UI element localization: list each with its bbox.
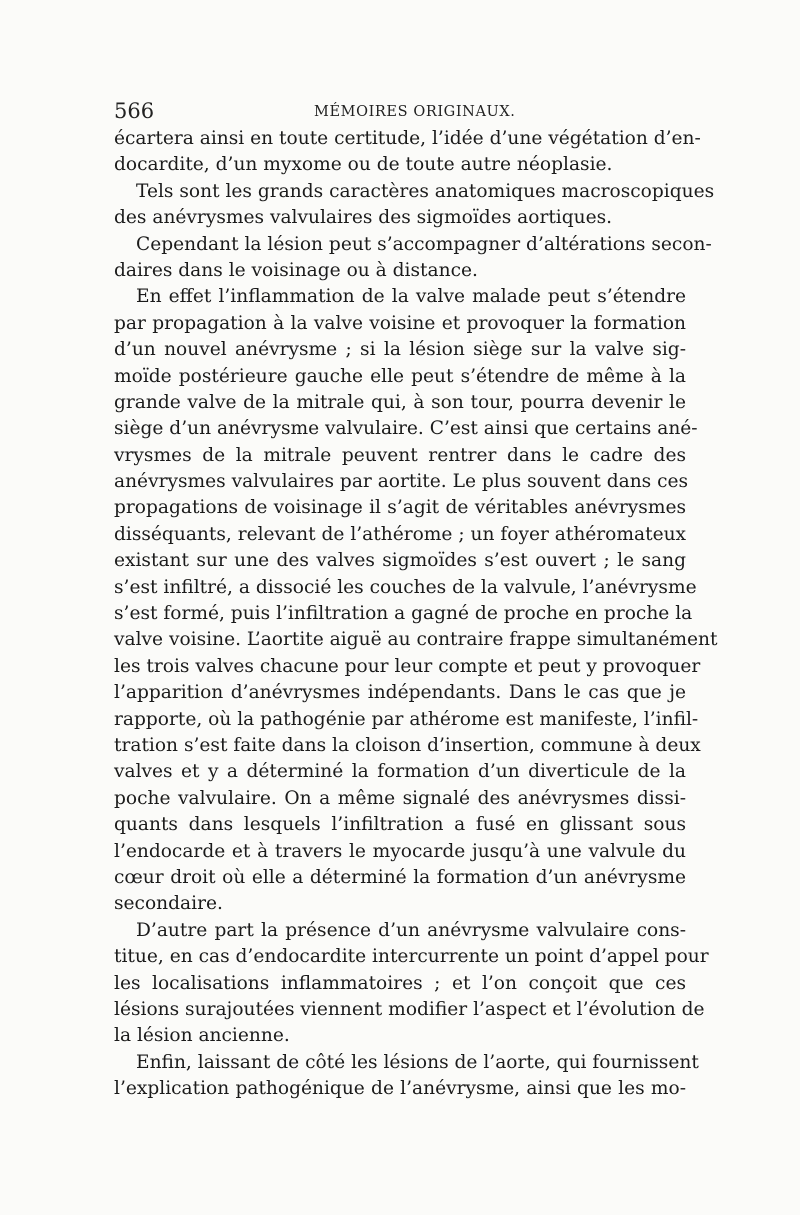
text-line: D’autre part la présence d’un anévrysme valvulaire cons- — [136, 919, 686, 941]
text-line: secondaire. — [114, 893, 223, 915]
text-line: existant sur une des valves sigmoïdes s’est ouvert ; le sang — [114, 550, 686, 572]
text-line: l’endocarde et à travers le myocarde jusqu’à une valvule du — [114, 840, 686, 862]
text-line: poche valvulaire. On a même signalé des anévrysmes dissi- — [114, 787, 686, 809]
text-line: d’un nouvel anévrysme ; si la lésion siège sur la valve sig- — [114, 339, 686, 361]
text-line: siège d’un anévrysme valvulaire. C’est ainsi que certains ané- — [114, 418, 698, 440]
text-line: rapporte, où la pathogénie par athérome est manifeste, l’infil- — [114, 708, 699, 730]
text-line: disséquants, relevant de l’athérome ; un foyer athéromateux — [114, 523, 687, 545]
running-title: MÉMOIRES ORIGINAUX. — [314, 104, 516, 120]
page-number: 566 — [114, 99, 155, 123]
text-line: écartera ainsi en toute certitude, l’idée d’une végétation d’en- — [114, 128, 701, 149]
text-line: moïde postérieure gauche elle peut s’étendre de même à la — [114, 365, 686, 387]
text-line: cœur droit où elle a déterminé la formation d’un anévrysme — [114, 866, 686, 888]
text-line: les localisations inflammatoires ; et l’on conçoit que ces — [114, 972, 686, 994]
text-line: titue, en cas d’endocardite intercurrente un point d’appel pour — [114, 946, 709, 968]
page-header — [114, 98, 686, 126]
text-line: vrysmes de la mitrale peuvent rentrer dans le cadre des — [114, 444, 686, 466]
text-line: Cependant la lésion peut s’accompagner d’altérations secon- — [136, 233, 712, 255]
body-text — [114, 126, 718, 1102]
text-line: quants dans lesquels l’infiltration a fusé en glissant sous — [114, 814, 686, 836]
text-line: propagations de voisinage il s’agit de véritables anévrysmes — [114, 497, 686, 519]
text-line: lésions surajoutées viennent modifier l’aspect et l’évolution de — [114, 998, 705, 1020]
text-line: Enfin, laissant de côté les lésions de l’aorte, qui fournissent — [136, 1051, 699, 1073]
text-line: valves et y a déterminé la formation d’un diverticule de la — [114, 761, 686, 783]
text-line: s’est formé, puis l’infiltration a gagné de proche en proche la — [114, 603, 693, 625]
text-line: tration s’est faite dans la cloison d’insertion, commune à deux — [114, 734, 701, 756]
text-line: par propagation à la valve voisine et provoquer la formation — [114, 312, 686, 334]
text-line: docardite, d’un myxome ou de toute autre néoplasie. — [114, 154, 613, 176]
text-line: valve voisine. L’aortite aiguë au contraire frappe simultanément — [114, 629, 718, 651]
text-line: des anévrysmes valvulaires des sigmoïdes aortiques. — [114, 207, 613, 229]
text-line: les trois valves chacune pour leur compte et peut y provoquer — [114, 655, 701, 677]
text-line: Tels sont les grands caractères anatomiques macroscopiques — [136, 180, 715, 202]
text-line: anévrysmes valvulaires par aortite. Le plus souvent dans ces — [114, 471, 689, 493]
text-line: s’est infiltré, a dissocié les couches de la valvule, l’anévrysme — [114, 576, 697, 598]
text-line: daires dans le voisinage ou à distance. — [114, 259, 478, 281]
text-line: la lésion ancienne. — [114, 1025, 290, 1047]
text-line: l’explication pathogénique de l’anévrysme, ainsi que les mo- — [114, 1078, 686, 1100]
text-line: En effet l’inflammation de la valve malade peut s’étendre — [136, 286, 686, 308]
text-line: grande valve de la mitrale qui, à son tour, pourra devenir le — [114, 391, 686, 413]
text-line: l’apparition d’anévrysmes indépendants. Dans le cas que je — [114, 682, 686, 704]
